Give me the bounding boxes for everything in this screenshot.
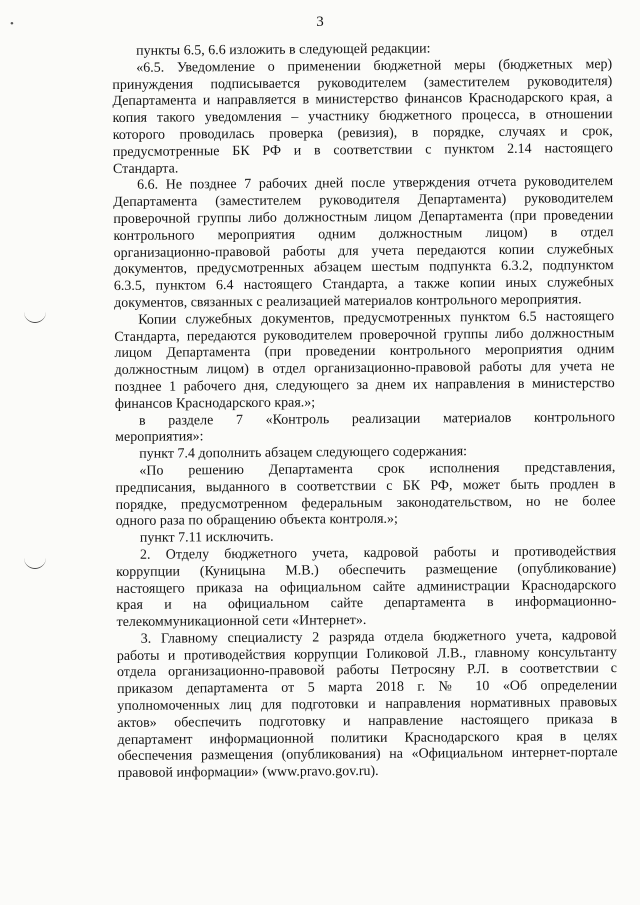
text-line: работы и противодействия коррупции Голиковой Л.В., главному консультанту <box>116 644 617 664</box>
text-line: обеспечения размещения (опубликования) на «Официальном интернет-портале <box>117 745 618 765</box>
text-line: одного раза по обращению объекта контроля.»; <box>115 512 398 530</box>
text-line: края и на официальном сайте департамента в информационно- <box>116 594 617 614</box>
text-line: Стандарта. <box>112 161 179 177</box>
text-line: пункты 6.5, 6.6 изложить в следующей редакции: <box>135 41 431 59</box>
text-line: проверочной группы либо должностным лицом Департамента (при проведении <box>113 208 614 227</box>
text-line: предусмотренные БК РФ и в соответствии с пунктом 2.14 настоящего <box>112 140 613 160</box>
text-line: актов» обеспечить подготовку и направление настоящего приказа в <box>117 711 618 731</box>
text-line: «По решению Департамента срок исполнения представления, <box>139 459 616 479</box>
text-line: предписания, выданного в соответствии с БК РФ, может быть продлен в <box>115 476 616 496</box>
scan-corner-mark: • <box>10 18 14 30</box>
text-line: пункт 7.4 дополнить абзацем следующего содержания: <box>139 444 468 462</box>
text-line: Стандарта, передаются руководителем проверочной группы либо должностным <box>114 325 615 345</box>
text-line: департамент информационной политики Краснодарского края в целях <box>117 728 618 748</box>
text-line: порядке, предусмотренном федеральным законодательством, но не более <box>115 493 616 513</box>
text-line: Департамента и направляется в министерство финансов Краснодарского края, а <box>112 90 613 110</box>
text-line: правовой информации» (www.pravo.gov.ru). <box>117 764 379 782</box>
text-line: 6.6. Не позднее 7 рабочих дней после утверждения отчета руководителем <box>137 174 614 194</box>
text-line: 2. Отделу бюджетного учета, кадровой работы и противодействия <box>139 543 617 563</box>
text-line: приказом департамента от 5 марта 2018 г. № 10 «Об определении <box>117 678 618 698</box>
text-line: «6.5. Уведомление о применении бюджетной меры (бюджетных мер) <box>136 56 613 76</box>
text-line: финансов Краснодарского края.»; <box>114 395 316 412</box>
text-line: Копии служебных документов, предусмотренных пунктом 6.5 настоящего <box>138 308 615 328</box>
text-line: 6.3.5, пунктом 6.4 настоящего Стандарта, а также копии иных служебных <box>113 275 614 295</box>
text-line: документов, связанных с реализацией материалов контрольного мероприятия. <box>113 292 582 311</box>
document-body <box>112 40 618 783</box>
text-line: контрольного мероприятия одним должностным лицом) в отдел <box>113 224 614 244</box>
text-line: позднее 1 рабочего дня, следующего за днем их направления в министерство <box>114 376 615 395</box>
text-line: в разделе 7 «Контроль реализации материалов контрольного <box>138 409 616 429</box>
text-line: принуждения подписывается руководителем (заместителем руководителя) <box>112 73 613 93</box>
text-line: пункт 7.11 исключить. <box>139 529 274 546</box>
text-line: коррупции (Куницына М.В.) обеспечить размещение (опубликование) <box>116 560 617 580</box>
text-line: копия такого уведомления – участнику бюджетного процесса, в отношении <box>112 107 613 127</box>
text-line: телекоммуникационной сети «Интернет». <box>116 613 367 631</box>
page-number: 3 <box>316 14 324 30</box>
text-line: 3. Главному специалисту 2 разряда отдела бюджетного учета, кадровой <box>140 627 617 647</box>
text-line: Департамента (заместителем руководителя Департамента) руководителем <box>113 191 614 211</box>
text-line: должностным лицом) в отдел организационно-правовой работы для учета не <box>114 359 615 379</box>
text-line: лицом Департамента (при проведении контрольного мероприятия одним <box>114 342 615 362</box>
text-line: настоящего приказа на официальном сайте администрации Краснодарского <box>116 577 617 597</box>
text-line: уполномоченных лиц для подготовки и направления нормативных правовых <box>117 695 618 715</box>
binder-hole-mark-lower <box>24 558 46 569</box>
text-line: мероприятия»: <box>115 429 204 446</box>
text-line: которого проводилась проверка (ревизия), в порядке, случаях и срок, <box>112 124 613 143</box>
text-line: организационно-правовой работы для учета передаются копии служебных <box>113 241 614 261</box>
text-line: документов, предусмотренных абзацем шестым подпункта 6.3.2, подпунктом <box>113 258 614 278</box>
binder-hole-mark-upper <box>24 312 46 323</box>
text-line: отдела организационно-правовой работы Петросяну Р.Л. в соответствии с <box>116 661 617 681</box>
